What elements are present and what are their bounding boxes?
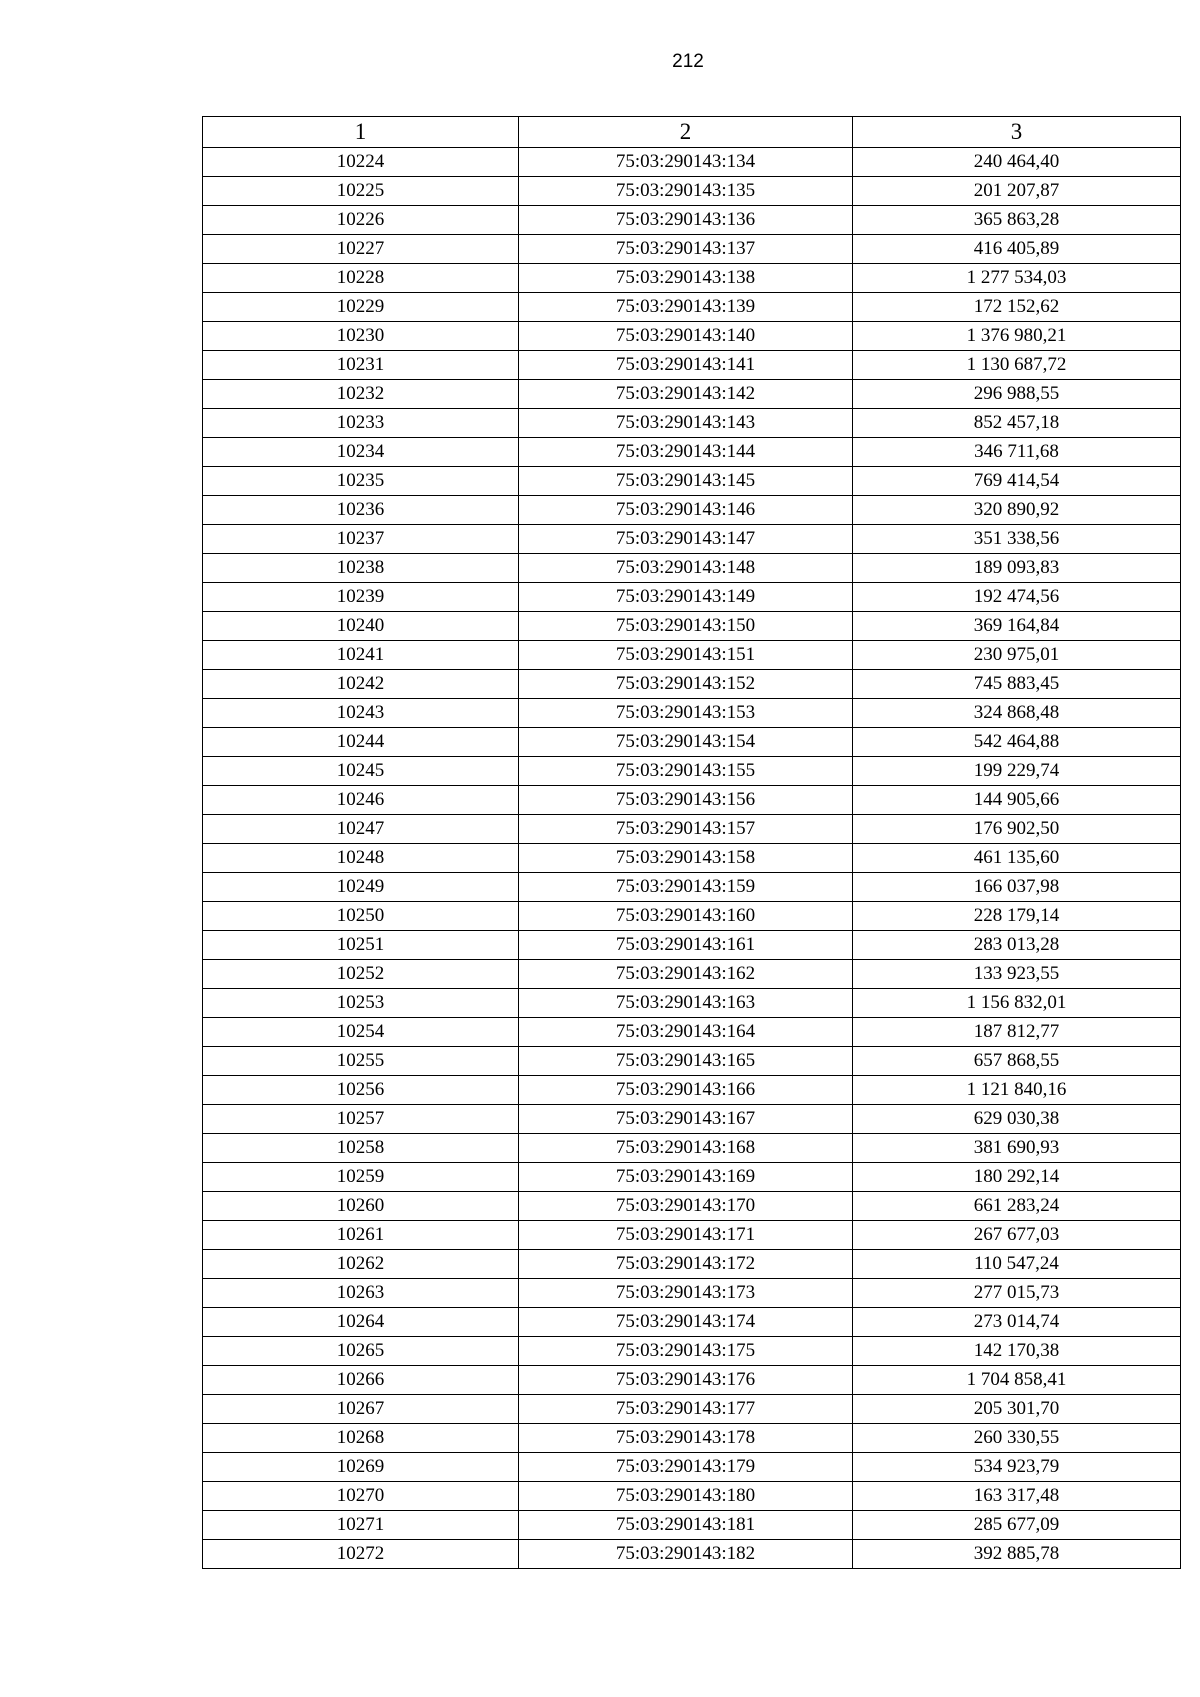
table-row [203,554,1181,583]
row-number-cell: 10251 [203,931,519,960]
value-cell: 201 207,87 [853,177,1181,206]
table-row [203,177,1181,206]
value-cell: 189 093,83 [853,554,1181,583]
table-row [203,438,1181,467]
row-number-cell: 10260 [203,1192,519,1221]
cadastral-number-cell: 75:03:290143:134 [519,148,853,177]
row-number-cell: 10248 [203,844,519,873]
cadastral-number-cell: 75:03:290143:156 [519,786,853,815]
row-number-cell: 10230 [203,322,519,351]
table-row [203,786,1181,815]
row-number-cell: 10254 [203,1018,519,1047]
row-number-cell: 10269 [203,1453,519,1482]
table-row [203,1337,1181,1366]
table-row [203,1192,1181,1221]
table-row [203,612,1181,641]
row-number-cell: 10270 [203,1482,519,1511]
row-number-cell: 10227 [203,235,519,264]
value-cell: 199 229,74 [853,757,1181,786]
row-number-cell: 10255 [203,1047,519,1076]
cadastral-number-cell: 75:03:290143:182 [519,1540,853,1569]
row-number-cell: 10231 [203,351,519,380]
table-row [203,525,1181,554]
table-row [203,496,1181,525]
table-row [203,670,1181,699]
cadastral-number-cell: 75:03:290143:147 [519,525,853,554]
cadastral-number-cell: 75:03:290143:140 [519,322,853,351]
row-number-cell: 10242 [203,670,519,699]
cadastral-number-cell: 75:03:290143:170 [519,1192,853,1221]
row-number-cell: 10244 [203,728,519,757]
value-cell: 176 902,50 [853,815,1181,844]
row-number-cell: 10262 [203,1250,519,1279]
table-row [203,235,1181,264]
cadastral-number-cell: 75:03:290143:167 [519,1105,853,1134]
table-row [203,1366,1181,1395]
table-row [203,1018,1181,1047]
value-cell: 205 301,70 [853,1395,1181,1424]
table-row [203,1279,1181,1308]
cadastral-number-cell: 75:03:290143:151 [519,641,853,670]
table-row [203,467,1181,496]
row-number-cell: 10250 [203,902,519,931]
row-number-cell: 10236 [203,496,519,525]
table-row [203,1076,1181,1105]
cadastral-number-cell: 75:03:290143:145 [519,467,853,496]
table-row [203,844,1181,873]
table-body [203,148,1181,1569]
row-number-cell: 10228 [203,264,519,293]
table-row [203,1105,1181,1134]
row-number-cell: 10235 [203,467,519,496]
cadastral-number-cell: 75:03:290143:179 [519,1453,853,1482]
value-cell: 320 890,92 [853,496,1181,525]
row-number-cell: 10226 [203,206,519,235]
value-cell: 187 812,77 [853,1018,1181,1047]
row-number-cell: 10264 [203,1308,519,1337]
value-cell: 283 013,28 [853,931,1181,960]
table-row [203,148,1181,177]
value-cell: 133 923,55 [853,960,1181,989]
row-number-cell: 10224 [203,148,519,177]
value-cell: 534 923,79 [853,1453,1181,1482]
cadastral-number-cell: 75:03:290143:181 [519,1511,853,1540]
table-header-row [203,117,1181,148]
cadastral-number-cell: 75:03:290143:142 [519,380,853,409]
value-cell: 230 975,01 [853,641,1181,670]
cadastral-number-cell: 75:03:290143:149 [519,583,853,612]
value-cell: 267 677,03 [853,1221,1181,1250]
row-number-cell: 10234 [203,438,519,467]
table-row [203,699,1181,728]
value-cell: 346 711,68 [853,438,1181,467]
row-number-cell: 10249 [203,873,519,902]
page-number: 212 [672,51,704,72]
cadastral-number-cell: 75:03:290143:136 [519,206,853,235]
value-cell: 416 405,89 [853,235,1181,264]
value-cell: 1 156 832,01 [853,989,1181,1018]
row-number-cell: 10237 [203,525,519,554]
table-row [203,1308,1181,1337]
column-header: 3 [853,117,1181,148]
row-number-cell: 10268 [203,1424,519,1453]
cadastral-number-cell: 75:03:290143:163 [519,989,853,1018]
row-number-cell: 10261 [203,1221,519,1250]
row-number-cell: 10259 [203,1163,519,1192]
value-cell: 392 885,78 [853,1540,1181,1569]
value-cell: 542 464,88 [853,728,1181,757]
value-cell: 1 130 687,72 [853,351,1181,380]
table-row [203,264,1181,293]
table-row [203,931,1181,960]
table-row [203,1453,1181,1482]
table-row [203,960,1181,989]
cadastral-number-cell: 75:03:290143:173 [519,1279,853,1308]
value-cell: 240 464,40 [853,148,1181,177]
value-cell: 661 283,24 [853,1192,1181,1221]
value-cell: 769 414,54 [853,467,1181,496]
cadastral-number-cell: 75:03:290143:165 [519,1047,853,1076]
cadastral-number-cell: 75:03:290143:146 [519,496,853,525]
row-number-cell: 10271 [203,1511,519,1540]
table-row [203,1163,1181,1192]
table-row [203,293,1181,322]
cadastral-number-cell: 75:03:290143:177 [519,1395,853,1424]
value-cell: 192 474,56 [853,583,1181,612]
value-cell: 166 037,98 [853,873,1181,902]
value-cell: 163 317,48 [853,1482,1181,1511]
cadastral-number-cell: 75:03:290143:143 [519,409,853,438]
cadastral-number-cell: 75:03:290143:141 [519,351,853,380]
cadastral-number-cell: 75:03:290143:159 [519,873,853,902]
value-cell: 369 164,84 [853,612,1181,641]
table-row [203,989,1181,1018]
row-number-cell: 10239 [203,583,519,612]
cadastral-number-cell: 75:03:290143:175 [519,1337,853,1366]
cadastral-number-cell: 75:03:290143:174 [519,1308,853,1337]
row-number-cell: 10238 [203,554,519,583]
cadastral-number-cell: 75:03:290143:154 [519,728,853,757]
row-number-cell: 10258 [203,1134,519,1163]
cadastral-number-cell: 75:03:290143:139 [519,293,853,322]
row-number-cell: 10265 [203,1337,519,1366]
value-cell: 657 868,55 [853,1047,1181,1076]
value-cell: 285 677,09 [853,1511,1181,1540]
value-cell: 144 905,66 [853,786,1181,815]
row-number-cell: 10257 [203,1105,519,1134]
table-row [203,873,1181,902]
cadastral-number-cell: 75:03:290143:152 [519,670,853,699]
value-cell: 142 170,38 [853,1337,1181,1366]
table-row [203,583,1181,612]
table-row [203,322,1181,351]
cadastral-number-cell: 75:03:290143:161 [519,931,853,960]
table-row [203,757,1181,786]
table-row [203,815,1181,844]
table-row [203,1250,1181,1279]
table-row [203,409,1181,438]
row-number-cell: 10263 [203,1279,519,1308]
cadastral-number-cell: 75:03:290143:158 [519,844,853,873]
value-cell: 180 292,14 [853,1163,1181,1192]
table-row [203,902,1181,931]
value-cell: 351 338,56 [853,525,1181,554]
cadastral-number-cell: 75:03:290143:144 [519,438,853,467]
cadastral-number-cell: 75:03:290143:176 [519,1366,853,1395]
table-row [203,641,1181,670]
cadastral-number-cell: 75:03:290143:180 [519,1482,853,1511]
cadastral-number-cell: 75:03:290143:162 [519,960,853,989]
value-cell: 277 015,73 [853,1279,1181,1308]
cadastral-number-cell: 75:03:290143:172 [519,1250,853,1279]
value-cell: 629 030,38 [853,1105,1181,1134]
value-cell: 324 868,48 [853,699,1181,728]
table-row [203,1221,1181,1250]
cadastral-number-cell: 75:03:290143:155 [519,757,853,786]
table-row [203,1047,1181,1076]
table-row [203,351,1181,380]
cadastral-number-cell: 75:03:290143:157 [519,815,853,844]
row-number-cell: 10252 [203,960,519,989]
row-number-cell: 10229 [203,293,519,322]
row-number-cell: 10232 [203,380,519,409]
row-number-cell: 10246 [203,786,519,815]
table-row [203,1511,1181,1540]
column-header: 2 [519,117,853,148]
table-row [203,728,1181,757]
value-cell: 110 547,24 [853,1250,1181,1279]
value-cell: 461 135,60 [853,844,1181,873]
row-number-cell: 10245 [203,757,519,786]
cadastral-number-cell: 75:03:290143:148 [519,554,853,583]
value-cell: 172 152,62 [853,293,1181,322]
table-row [203,1424,1181,1453]
row-number-cell: 10247 [203,815,519,844]
value-cell: 745 883,45 [853,670,1181,699]
table-row [203,1134,1181,1163]
row-number-cell: 10253 [203,989,519,1018]
cadastral-number-cell: 75:03:290143:135 [519,177,853,206]
value-cell: 228 179,14 [853,902,1181,931]
cadastral-number-cell: 75:03:290143:138 [519,264,853,293]
value-cell: 1 277 534,03 [853,264,1181,293]
cadastral-number-cell: 75:03:290143:150 [519,612,853,641]
value-cell: 852 457,18 [853,409,1181,438]
table-row [203,206,1181,235]
cadastral-number-cell: 75:03:290143:164 [519,1018,853,1047]
table-row [203,1482,1181,1511]
row-number-cell: 10266 [203,1366,519,1395]
cadastral-number-cell: 75:03:290143:137 [519,235,853,264]
value-cell: 381 690,93 [853,1134,1181,1163]
cadastral-number-cell: 75:03:290143:166 [519,1076,853,1105]
cadastral-number-cell: 75:03:290143:169 [519,1163,853,1192]
cadastral-number-cell: 75:03:290143:168 [519,1134,853,1163]
row-number-cell: 10256 [203,1076,519,1105]
table-row [203,1395,1181,1424]
value-cell: 296 988,55 [853,380,1181,409]
column-header: 1 [203,117,519,148]
value-cell: 273 014,74 [853,1308,1181,1337]
value-cell: 1 121 840,16 [853,1076,1181,1105]
cadastral-number-cell: 75:03:290143:160 [519,902,853,931]
value-cell: 1 704 858,41 [853,1366,1181,1395]
row-number-cell: 10240 [203,612,519,641]
cadastral-number-cell: 75:03:290143:171 [519,1221,853,1250]
row-number-cell: 10243 [203,699,519,728]
value-cell: 260 330,55 [853,1424,1181,1453]
cadastral-number-cell: 75:03:290143:153 [519,699,853,728]
data-table [202,116,1181,1569]
table-row [203,380,1181,409]
value-cell: 365 863,28 [853,206,1181,235]
row-number-cell: 10233 [203,409,519,438]
cadastral-number-cell: 75:03:290143:178 [519,1424,853,1453]
row-number-cell: 10267 [203,1395,519,1424]
table-row [203,1540,1181,1569]
value-cell: 1 376 980,21 [853,322,1181,351]
row-number-cell: 10225 [203,177,519,206]
row-number-cell: 10241 [203,641,519,670]
row-number-cell: 10272 [203,1540,519,1569]
